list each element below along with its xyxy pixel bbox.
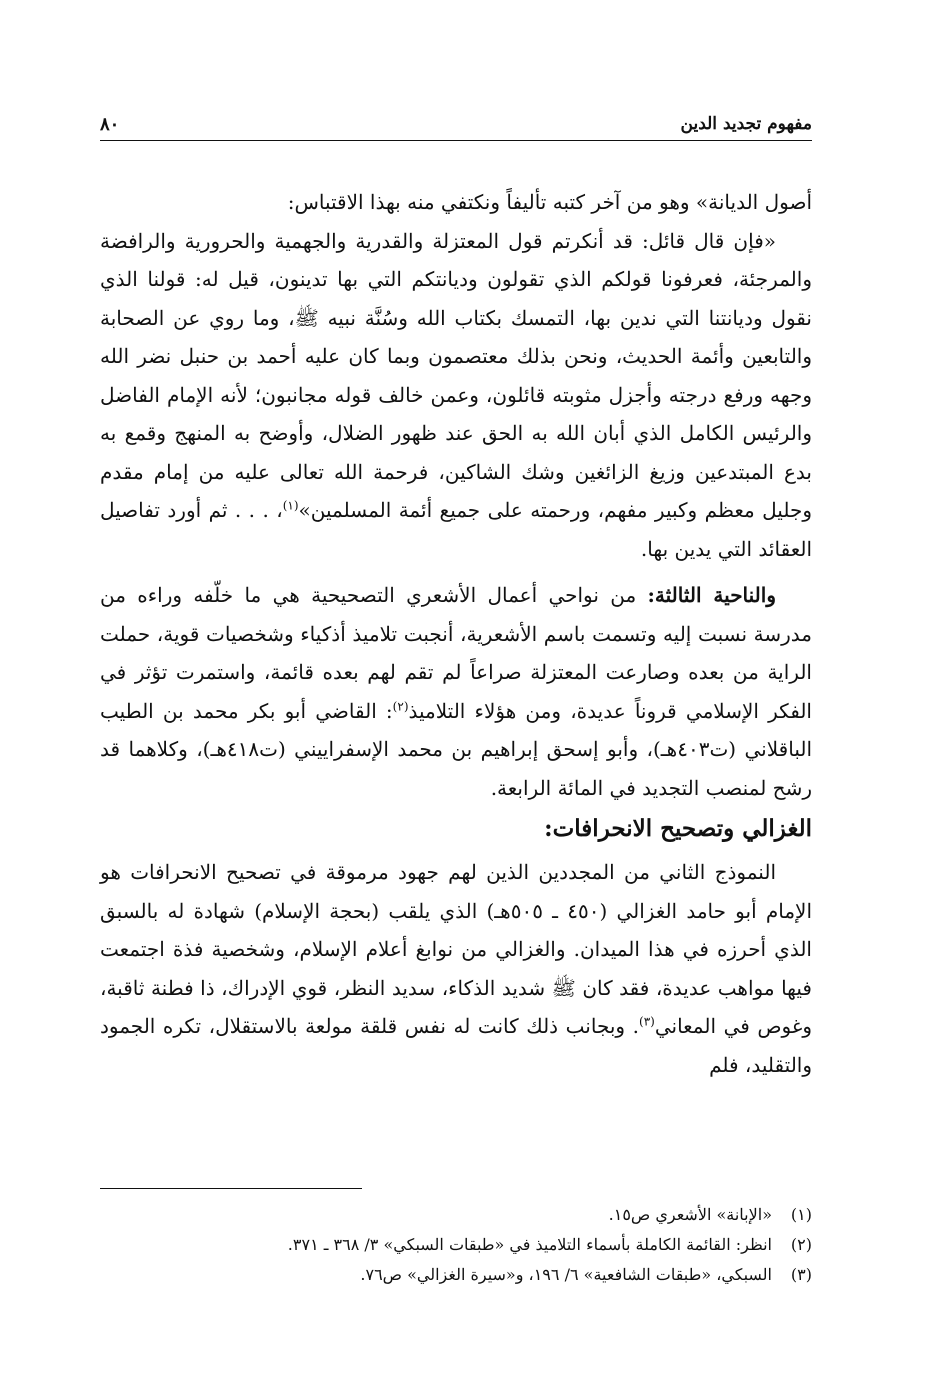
footnote-number: (٢) (790, 1235, 812, 1254)
quote-tail: ، . . . ثم أورد تفاصيل العقائد التي يدين بها. (100, 498, 812, 561)
footnote-ref-3[interactable]: (٣) (639, 1014, 655, 1029)
quote-text: «فإن قال قائل: قد أنكرتم قول المعتزلة والقدرية والجهمية والحرورية والرافضة والمرجئة، فعرفونا قولكم الذي تقولون وديانتكم التي بها تدينون، قيل له: قولنا الذي نقول وديانتنا التي ندين بها، التمسك بكتاب الله وسُنَّة نبيه ﷺ، وما روي عن الصحابة والتابعين وأئمة الحديث، ونحن بذلك معتصمون وبما كان عليه أحمد بن حنبل نضر الله وجهه ورفع درجته وأجزل مثوبته قائلون، وعمن خالف قوله مجانبون؛ لأنه الإمام الفاضل والرئيس الكامل الذي أبان الله به الحق عند ظهور الضلال، وأوضح به المنهج وقمع به بدع المبتدعين وزيغ الزائغين وشك الشاكين، فرحمة الله تعالى عليه من إمام مقدم وجليل معظم وكبير مفهم، ورحمته على جميع أئمة المسلمين» (100, 228, 812, 522)
footnote-ref-1[interactable]: (١) (282, 498, 299, 513)
paragraph-4-tail: . وبجانب ذلك كانت له نفس قلقة مولعة بالاستقلال، تكره الجمود والتقليد، فلم (100, 1014, 812, 1077)
paragraph-2-quote (100, 222, 812, 569)
paragraph-3-lead: والناحية الثالثة: (647, 583, 776, 607)
paragraph-4 (100, 853, 812, 1084)
footnote-number: (١) (790, 1205, 812, 1224)
footnote-text: انظر: القائمة الكاملة بأسماء التلاميذ في «طبقات السبكي» ٣/ ٣٦٨ ـ ٣٧١. (287, 1235, 772, 1254)
footnote-divider (100, 1188, 362, 1189)
section-heading: الغزالي وتصحيح الانحرافات: (544, 815, 812, 842)
running-title: مفهوم تجديد الدين (680, 114, 812, 134)
paragraph-3 (100, 576, 812, 807)
paragraph-4-text: النموذج الثاني من المجددين الذين لهم جهود مرموقة في تصحيح الانحرافات هو الإمام أبو حامد الغزالي (٤٥٠ ـ ٥٠٥هـ) الذي يلقب (بحجة الإسلام) شهادة له بالسبق الذي أحرزه في هذا الميدان. والغزالي من نوابغ أعلام الإسلام، وشخصية فذة اجتمعت فيها مواهب عديدة، فقد كان ﷺ شديد الذكاء، سديد النظر، قوي الإدراك، ذا فطنة ثاقبة، وغوص في المعاني (100, 860, 813, 1038)
paragraph-1-text: أصول الديانة» وهو من آخر كتبه تأليفاً ونكتفي منه بهذا الاقتباس: (287, 190, 812, 214)
footnotes (100, 1200, 812, 1290)
paragraph-1 (100, 183, 812, 222)
footnote-ref-2[interactable]: (٢) (392, 698, 409, 713)
main-text (100, 183, 812, 1084)
footnote-3 (100, 1260, 812, 1290)
paragraph-3-tail: : القاضي أبو بكر محمد بن الطيب الباقلاني (ت٤٠٣هـ)، وأبو إسحق إبراهيم بن محمد الإسفراييني (ت٤١٨هـ)، وكلاهما قد رشح لمنصب التجديد في المائة الرابعة. (100, 698, 812, 800)
paragraph-3-text: من نواحي أعمال الأشعري التصحيحية هي ما خلّفه وراءه من مدرسة نسبت إليه وتسمت باسم الأشعرية، أنجبت تلاميذ أذكياء وشخصيات قوية، حملت الراية من بعده وصارعت المعتزلة صراعاً لم تقم لهم بعده قائمة، واستمرت تؤثر في الفكر الإسلامي قروناً عديدة، ومن هؤلاء التلاميذ (100, 583, 812, 723)
footnote-number: (٣) (790, 1265, 812, 1284)
running-header (100, 100, 812, 141)
footnote-2 (100, 1230, 812, 1260)
footnote-text: «الإبانة» الأشعري ص١٥. (608, 1205, 772, 1224)
footnote-1 (100, 1200, 812, 1230)
page-number: ٨٠ (100, 114, 120, 135)
book-page (100, 100, 812, 1340)
footnote-text: السبكي، «طبقات الشافعية» ٦/ ١٩٦، و«سيرة الغزالي» ص٧٦. (360, 1265, 772, 1284)
